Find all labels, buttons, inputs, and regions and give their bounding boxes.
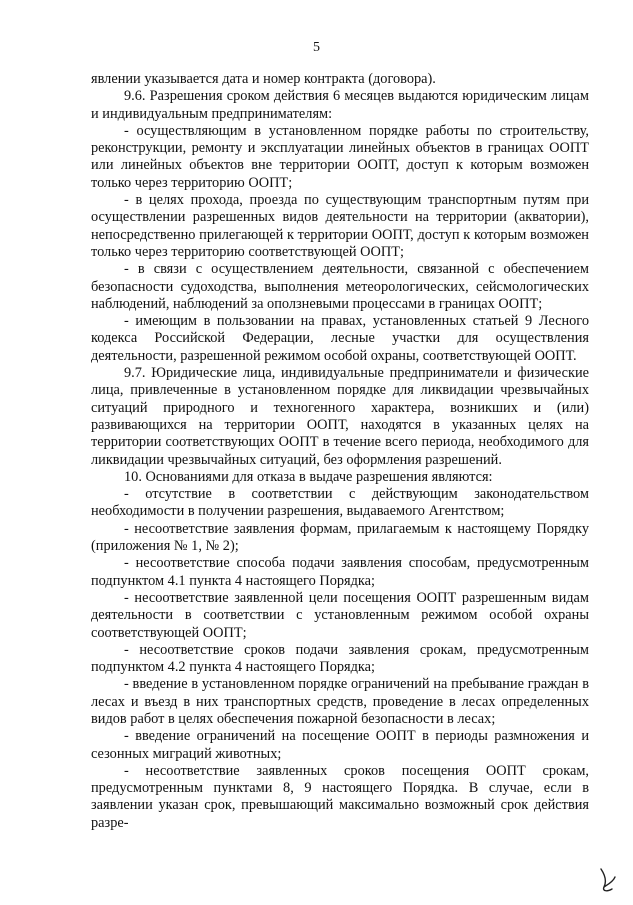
list-item-forest-plots: - имеющим в пользовании на правах, установленных статьей 9 Лесного кодекса Российской Федерации, лесные участки для осуществления деятельности, разрешенной режимом особой охраны, соответствующей ООПТ. <box>91 313 589 364</box>
list-item-linear-objects: - осуществляющим в установленном порядке работы по строительству, реконструкции, ремонту и эксплуатации линейных объектов в границах ООПТ или линейных объектов вне территории ООПТ, доступ к которым возможен только через территорию ООПТ; <box>91 122 589 191</box>
list-item-passage: - в целях прохода, проезда по существующим транспортным путям при осуществлении разрешенных видов деятельности на территории (акватории), непосредственно прилегающей к территории ООПТ, доступ к которым возможен только через территорию соответствующей ООПТ; <box>91 192 589 260</box>
list-item-fire-restrictions: - введение в установленном порядке ограничений на пребывание граждан в лесах и въезд в них транспортных средств, проведение в лесах определенных видов работ в целях обеспечения пожарной безопасности в лесах; <box>91 676 589 727</box>
list-item-breeding-restrictions: - введение ограничений на посещение ООПТ в периоды размножения и сезонных миграций животных; <box>91 728 589 762</box>
list-item-no-need: - отсутствие в соответствии с действующим законодательством необходимости в получении разрешения, выдаваемого Агентством; <box>91 486 589 520</box>
body-text <box>91 71 589 832</box>
paragraph-9-6: 9.6. Разрешения сроком действия 6 месяцев выдаются юридическим лицам и индивидуальным предпринимателям: <box>91 88 589 122</box>
list-item-term-mismatch: - несоответствие заявленных сроков посещения ООПТ срокам, предусмотренным пунктами 8, 9 настоящего Порядка. В случае, если в заявлении указан срок, превышающий максимально возможный срок действия разре- <box>91 762 589 831</box>
list-item-method-mismatch: - несоответствие способа подачи заявления способам, предусмотренным подпунктом 4.1 пункта 4 настоящего Порядка; <box>91 555 589 589</box>
page-number: 5 <box>313 40 320 55</box>
paragraph-9-7: 9.7. Юридические лица, индивидуальные предприниматели и физические лица, привлеченные в установленном порядке для ликвидации чрезвычайных ситуаций природного и техногенного характера, возникших и (или) развивающихся на территории ООПТ, находятся в указанных целях на территории соответствующих ООПТ в течение всего периода, необходимого для ликвидации чрезвычайных ситуаций, без оформления разрешений. <box>91 365 589 468</box>
paragraph-continuation: явлении указывается дата и номер контракта (договора). <box>91 71 436 87</box>
list-item-deadline-mismatch: - несоответствие сроков подачи заявления срокам, предусмотренным подпунктом 4.2 пункта 4 настоящего Порядка; <box>91 641 589 676</box>
list-item-form-mismatch: - несоответствие заявления формам, прилагаемым к настоящему Порядку (приложения № 1, № 2); <box>91 520 589 555</box>
list-item-purpose-mismatch: - несоответствие заявленной цели посещения ООПТ разрешенным видам деятельности в соответствии с установленным режимом особой охраны соответствующей ООПТ; <box>91 589 589 641</box>
list-item-navigation-safety: - в связи с осуществлением деятельности, связанной с обеспечением безопасности судоходства, выполнения метеорологических, сейсмологических наблюдений, наблюдений за оползневыми процессами в границах ООПТ; <box>91 261 589 312</box>
paragraph-10: 10. Основаниями для отказа в выдаче разрешения являются: <box>124 468 493 485</box>
handwritten-mark-icon <box>595 865 619 897</box>
